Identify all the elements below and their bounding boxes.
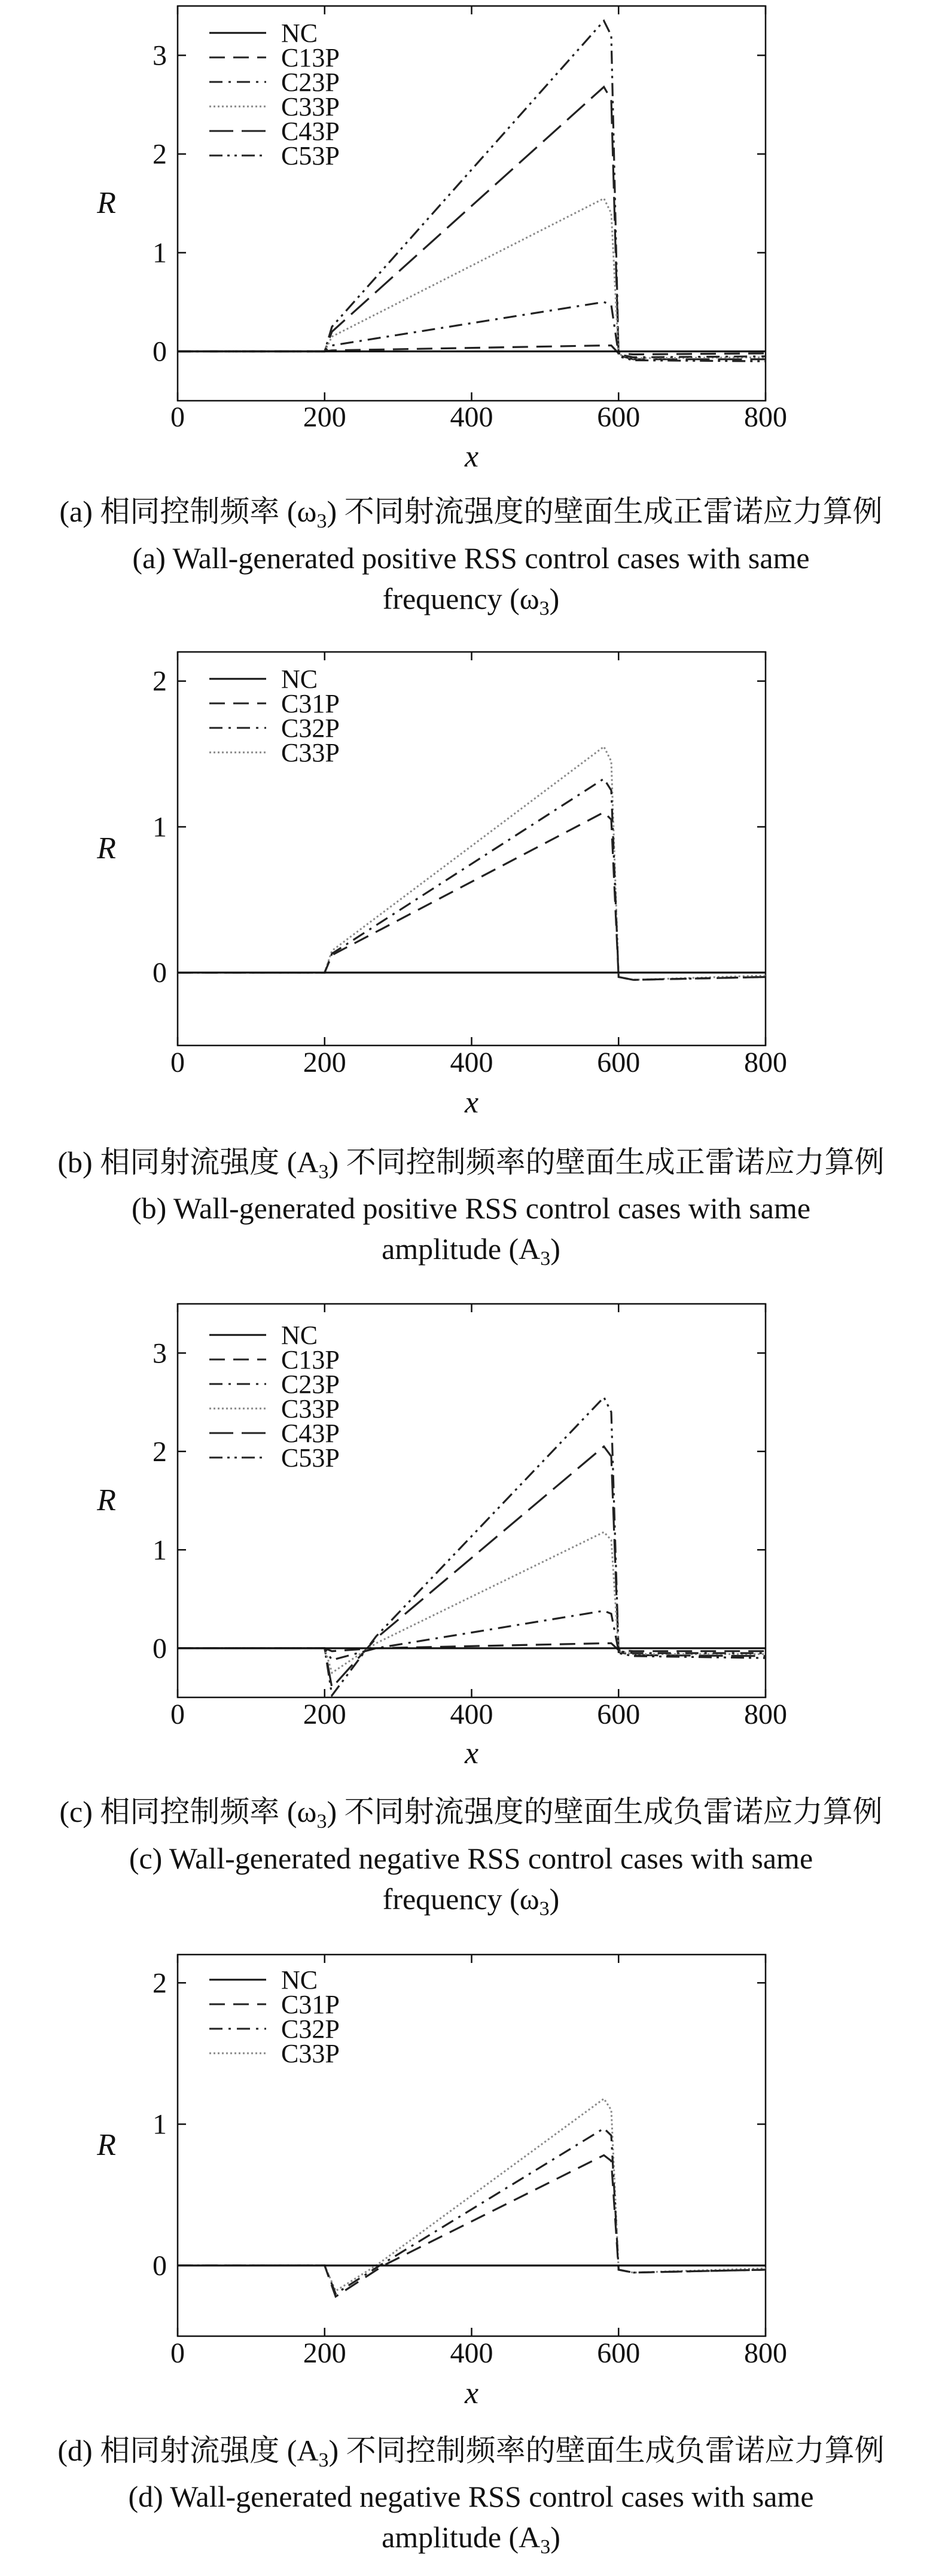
series-line-C13P xyxy=(178,1644,766,1651)
y-tick-label: 0 xyxy=(153,1632,167,1665)
caption-c-en-line2: frequency (ω xyxy=(382,1882,539,1916)
caption-b-en-line1: (b) Wall-generated positive RSS control cases with same xyxy=(131,1191,811,1225)
caption-a-zh-text: (a) 相同控制频率 (ω xyxy=(59,495,317,528)
x-tick-label: 800 xyxy=(744,1699,787,1730)
x-tick-label: 200 xyxy=(303,401,346,433)
y-axis-label: R xyxy=(97,831,116,865)
legend-label-NC: NC xyxy=(281,664,318,694)
panel-c xyxy=(0,1298,942,1950)
x-tick-label: 400 xyxy=(450,401,493,433)
caption-c-zh-rest: ) 不同射流强度的壁面生成负雷诺应力算例 xyxy=(327,1795,883,1828)
x-tick-label: 0 xyxy=(170,401,185,433)
y-tick-label: 2 xyxy=(153,1967,167,1999)
caption-b-en-rest: ) xyxy=(550,1232,560,1266)
x-tick-label: 0 xyxy=(170,1699,185,1730)
x-axis-label: x xyxy=(464,440,479,474)
caption-d-en-rest: ) xyxy=(550,2520,560,2554)
legend-label-C13P: C13P xyxy=(281,1345,340,1374)
legend-label-C32P: C32P xyxy=(281,714,340,743)
caption-b-en-1 xyxy=(0,1189,942,1227)
series-line-C43P xyxy=(178,87,766,359)
chart-c xyxy=(0,1298,942,1794)
series-line-C13P xyxy=(178,346,766,355)
caption-a-en-2 xyxy=(0,580,942,628)
x-tick-label: 400 xyxy=(450,1699,493,1730)
caption-b-zh-sub: 3 xyxy=(318,1161,329,1183)
caption-b-zh-rest: ) 不同控制频率的壁面生成正雷诺应力算例 xyxy=(328,1145,885,1179)
caption-a-en-sub: 3 xyxy=(539,597,550,620)
legend-label-NC: NC xyxy=(281,19,318,48)
plot-frame xyxy=(178,1955,766,2336)
x-tick-label: 400 xyxy=(450,1047,493,1078)
x-tick-label: 800 xyxy=(744,401,787,433)
y-tick-label: 1 xyxy=(153,2108,167,2141)
panel-b xyxy=(0,646,942,1298)
caption-d-en-2 xyxy=(0,2518,942,2566)
caption-a-zh-sub: 3 xyxy=(316,510,327,532)
x-tick-label: 200 xyxy=(303,1047,346,1078)
series-line-C33P xyxy=(178,2099,766,2291)
y-tick-label: 2 xyxy=(153,138,167,170)
x-axis-label: x xyxy=(464,1736,479,1770)
x-axis-label: x xyxy=(464,2376,479,2410)
legend-label-C53P: C53P xyxy=(281,1443,340,1473)
y-axis-label: R xyxy=(97,2128,116,2162)
caption-d-zh-sub: 3 xyxy=(318,2449,329,2471)
y-tick-label: 3 xyxy=(153,39,167,72)
caption-d-zh-rest: ) 不同控制频率的壁面生成负雷诺应力算例 xyxy=(328,2434,885,2467)
series-line-C53P xyxy=(178,21,766,361)
legend-label-C23P: C23P xyxy=(281,68,340,97)
caption-d-zh xyxy=(0,2431,942,2480)
caption-c-en-line1: (c) Wall-generated negative RSS control cases with same xyxy=(129,1842,813,1875)
plot-frame xyxy=(178,1304,766,1697)
series-line-C32P xyxy=(178,779,766,980)
x-tick-label: 200 xyxy=(303,1699,346,1730)
legend-label-C23P: C23P xyxy=(281,1370,340,1399)
x-axis-label: x xyxy=(464,1086,479,1120)
plot-frame xyxy=(178,6,766,401)
caption-a-en-1 xyxy=(0,539,942,577)
chart-b xyxy=(0,646,942,1142)
caption-c-en-1 xyxy=(0,1839,942,1877)
series-line-C31P xyxy=(178,812,766,980)
panel-a xyxy=(0,0,942,646)
legend-label-C33P: C33P xyxy=(281,738,340,767)
legend-label-C33P: C33P xyxy=(281,1394,340,1423)
panel-d xyxy=(0,1950,942,2576)
x-tick-label: 600 xyxy=(597,401,641,433)
caption-d-en-line2: amplitude (A xyxy=(382,2520,541,2554)
caption-b-en-2 xyxy=(0,1230,942,1278)
legend-label-C43P: C43P xyxy=(281,117,340,146)
y-tick-label: 0 xyxy=(153,2249,167,2282)
x-tick-label: 600 xyxy=(597,1047,641,1078)
caption-a-zh xyxy=(0,492,942,541)
caption-b-zh xyxy=(0,1143,942,1191)
y-tick-label: 2 xyxy=(153,1435,167,1468)
plot-frame xyxy=(178,652,766,1045)
caption-d-en-line1: (d) Wall-generated negative RSS control cases with same xyxy=(128,2480,814,2513)
legend-label-C33P: C33P xyxy=(281,2039,340,2068)
series-line-C23P xyxy=(178,302,766,357)
y-tick-label: 1 xyxy=(153,1534,167,1566)
series-line-C33P xyxy=(178,199,766,358)
x-tick-label: 200 xyxy=(303,2337,346,2369)
x-tick-label: 600 xyxy=(597,1699,641,1730)
legend-label-C53P: C53P xyxy=(281,141,340,170)
caption-b-en-sub: 3 xyxy=(540,1248,551,1270)
y-tick-label: 0 xyxy=(153,336,167,368)
y-tick-label: 1 xyxy=(153,811,167,843)
legend-label-C13P: C13P xyxy=(281,43,340,72)
legend-label-C32P: C32P xyxy=(281,2014,340,2044)
y-axis-label: R xyxy=(97,1483,116,1517)
x-tick-label: 600 xyxy=(597,2337,641,2369)
caption-a-en-line1: (a) Wall-generated positive RSS control cases with same xyxy=(132,541,810,575)
x-tick-label: 0 xyxy=(170,1047,185,1078)
y-tick-label: 1 xyxy=(153,237,167,269)
caption-c-en-rest: ) xyxy=(549,1882,560,1916)
caption-d-en-1 xyxy=(0,2477,942,2516)
legend-label-C31P: C31P xyxy=(281,1990,340,2019)
x-tick-label: 400 xyxy=(450,2337,493,2369)
chart-a xyxy=(0,0,942,474)
legend-label-C43P: C43P xyxy=(281,1419,340,1448)
caption-a-zh-rest: ) 不同射流强度的壁面生成正雷诺应力算例 xyxy=(327,495,883,528)
x-tick-label: 0 xyxy=(170,2337,185,2369)
caption-c-zh xyxy=(0,1792,942,1841)
series-line-C32P xyxy=(178,2129,766,2294)
y-axis-label: R xyxy=(97,186,116,220)
caption-d-en-sub: 3 xyxy=(540,2536,551,2558)
caption-a-en-line2: frequency (ω xyxy=(382,582,539,615)
legend-label-NC: NC xyxy=(281,1965,318,1995)
x-tick-label: 800 xyxy=(744,2337,787,2369)
legend-label-C31P: C31P xyxy=(281,689,340,718)
caption-c-en-sub: 3 xyxy=(539,1898,550,1920)
y-tick-label: 3 xyxy=(153,1337,167,1370)
legend-label-C33P: C33P xyxy=(281,92,340,121)
y-tick-label: 2 xyxy=(153,665,167,697)
caption-b-zh-text: (b) 相同射流强度 (A xyxy=(57,1145,319,1179)
y-tick-label: 0 xyxy=(153,957,167,989)
series-line-C31P xyxy=(178,2156,766,2297)
caption-c-en-2 xyxy=(0,1880,942,1928)
x-tick-label: 800 xyxy=(744,1047,787,1078)
caption-c-zh-text: (c) 相同控制频率 (ω xyxy=(59,1795,317,1828)
series-line-C23P xyxy=(178,1611,766,1660)
caption-b-en-line2: amplitude (A xyxy=(382,1232,541,1266)
chart-d xyxy=(0,1950,942,2428)
caption-a-en-rest: ) xyxy=(549,582,560,615)
legend-label-NC: NC xyxy=(281,1321,318,1350)
caption-d-zh-text: (d) 相同射流强度 (A xyxy=(57,2434,319,2467)
caption-c-zh-sub: 3 xyxy=(316,1810,327,1833)
